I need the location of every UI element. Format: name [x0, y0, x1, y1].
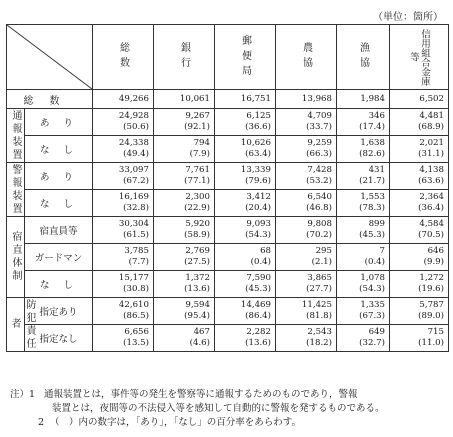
cell-value: (63.4) — [245, 149, 271, 159]
cell-value: (79.6) — [245, 176, 271, 186]
cell-value: (89.0) — [418, 311, 444, 321]
data-cell — [337, 298, 390, 325]
data-cell — [337, 109, 390, 136]
group-label-text: 警報装置 — [10, 163, 21, 216]
row-label: なし — [25, 271, 93, 298]
cell-value: 4,709 — [307, 111, 332, 121]
cell-value: (20.4) — [245, 203, 271, 213]
cell-value: 24,338 — [118, 138, 149, 148]
cell-value: (32.8) — [123, 203, 149, 213]
cell-value: (67.2) — [123, 176, 149, 186]
unit-label: （単位：箇所） — [373, 12, 443, 23]
table-row — [7, 190, 449, 217]
cell-value: (49.4) — [123, 149, 149, 159]
data-cell — [276, 190, 337, 217]
note-text: 通報装置とは，事件等の発生を警察等に通報するためのものであり，警報 — [44, 389, 358, 400]
column-header-text: 農協 — [300, 42, 312, 72]
cell-value: 33,097 — [118, 165, 149, 175]
cell-value: (36.4) — [418, 203, 444, 213]
cell-value: 295 — [315, 246, 332, 256]
cell-value: 3,865 — [307, 273, 332, 283]
data-cell — [390, 217, 449, 244]
total-row — [7, 90, 449, 109]
data-cell — [390, 244, 449, 271]
data-cell — [154, 244, 215, 271]
note-text: （ ）内の数字は，「あり」，「なし」の百分率をあらわす。 — [50, 417, 301, 428]
cell-value: (92.1) — [184, 122, 210, 132]
cell-value: 1,372 — [185, 273, 210, 283]
cell-value: 3,412 — [246, 192, 271, 202]
cell-value: 5,920 — [185, 219, 210, 229]
group-label — [7, 109, 25, 163]
cell-value: (32.7) — [359, 338, 385, 348]
cell-value: (78.3) — [359, 203, 385, 213]
cell-value: 2,769 — [185, 246, 210, 256]
cell-value: (4.6) — [189, 338, 210, 348]
table-row — [7, 244, 449, 271]
cell-value: (95.4) — [184, 311, 210, 321]
cell-value: 899 — [368, 219, 385, 229]
cell-value: (0.4) — [364, 257, 385, 267]
cell-value: 4,138 — [419, 165, 444, 175]
row-label: 宿直員等 — [25, 217, 93, 244]
cell-value: (27.5) — [184, 257, 210, 267]
group-label — [7, 163, 25, 217]
cell-value: (45.3) — [359, 230, 385, 240]
data-cell — [93, 190, 154, 217]
data-cell — [276, 244, 337, 271]
cell-value: (2.1) — [311, 257, 332, 267]
data-cell — [337, 136, 390, 163]
data-cell — [154, 190, 215, 217]
data-cell — [154, 109, 215, 136]
cell-value: 1,078 — [360, 273, 385, 283]
data-cell — [276, 109, 337, 136]
cell-value: 467 — [193, 327, 210, 337]
cell-value: (70.5) — [418, 230, 444, 240]
data-cell — [390, 271, 449, 298]
cell-value: (45.3) — [245, 284, 271, 294]
data-cell — [215, 190, 276, 217]
table-row — [7, 217, 449, 244]
note-key: 注）1 — [10, 389, 36, 400]
cell-value: (53.2) — [306, 176, 332, 186]
cell-value: (30.8) — [123, 284, 149, 294]
column-header-text: 信用組合金庫等 — [408, 28, 430, 86]
data-cell — [276, 325, 337, 352]
cell-value: 7 — [379, 246, 385, 256]
data-cell — [215, 298, 276, 325]
cell-value: (13.6) — [184, 284, 210, 294]
row-label: ガードマン — [25, 244, 93, 271]
cell-value: 2,300 — [185, 192, 210, 202]
cell-value: 431 — [368, 165, 385, 175]
cell-value: 6,656 — [124, 327, 149, 337]
data-cell — [390, 136, 449, 163]
cell-value: (86.5) — [123, 311, 149, 321]
table-row — [7, 271, 449, 298]
cell-value: (36.6) — [245, 122, 271, 132]
cell-value: 794 — [193, 138, 210, 148]
cell-value: (21.7) — [359, 176, 385, 186]
cell-value: (0.4) — [250, 257, 271, 267]
data-cell — [276, 136, 337, 163]
column-header — [390, 25, 449, 90]
row-label: あり — [25, 109, 93, 136]
cell-value: 68 — [260, 246, 271, 256]
cell-value: 2,543 — [307, 327, 332, 337]
cell-value: 715 — [427, 327, 444, 337]
column-header-text: 銀行 — [178, 42, 190, 72]
header-corner — [7, 25, 93, 90]
cell-value: 9,259 — [307, 138, 332, 148]
total-cell: 49,266 — [93, 90, 154, 109]
data-cell — [215, 136, 276, 163]
data-cell — [154, 325, 215, 352]
cell-value: (86.4) — [245, 311, 271, 321]
column-header — [276, 25, 337, 90]
cell-value: (67.3) — [359, 311, 385, 321]
table-row — [7, 109, 449, 136]
data-cell — [276, 271, 337, 298]
data-cell — [337, 271, 390, 298]
cell-value: 7,590 — [246, 273, 271, 283]
note-line — [10, 402, 385, 416]
data-cell — [154, 136, 215, 163]
cell-value: (19.6) — [418, 284, 444, 294]
cell-value: 2,282 — [246, 327, 271, 337]
column-header — [93, 25, 154, 90]
cell-value: (17.4) — [359, 122, 385, 132]
cell-value: 2,021 — [419, 138, 444, 148]
cell-value: 6,125 — [246, 111, 271, 121]
group-label-text: 宿直体制 — [10, 231, 21, 283]
cell-value: 2,364 — [419, 192, 444, 202]
cell-value: 42,610 — [118, 300, 149, 310]
cell-value: (54.3) — [245, 230, 271, 240]
cell-value: 7,428 — [307, 165, 332, 175]
cell-value: (77.1) — [184, 176, 210, 186]
data-cell — [154, 271, 215, 298]
group-label-text: 通報装置 — [10, 109, 21, 162]
cell-value: (54.3) — [359, 284, 385, 294]
row-label: なし — [25, 136, 93, 163]
data-cell — [390, 190, 449, 217]
cell-value: 14,469 — [240, 300, 271, 310]
data-cell — [154, 217, 215, 244]
data-cell — [390, 298, 449, 325]
cell-value: 6,540 — [307, 192, 332, 202]
cell-value: (63.6) — [418, 176, 444, 186]
cell-value: 13,339 — [240, 165, 271, 175]
data-cell — [93, 163, 154, 190]
note-line — [10, 388, 385, 402]
data-cell — [276, 163, 337, 190]
cell-value: 646 — [427, 246, 444, 256]
data-cell — [215, 271, 276, 298]
cell-value: 16,169 — [118, 192, 149, 202]
cell-value: (13.6) — [245, 338, 271, 348]
total-cell: 10,061 — [154, 90, 215, 109]
statistics-table — [6, 24, 449, 352]
cell-value: 9,594 — [185, 300, 210, 310]
data-cell — [276, 298, 337, 325]
cell-value: 1,553 — [360, 192, 385, 202]
table-row — [7, 136, 449, 163]
data-cell — [276, 217, 337, 244]
column-header — [215, 25, 276, 90]
cell-value: 346 — [368, 111, 385, 121]
data-cell — [215, 244, 276, 271]
note-key — [10, 402, 52, 416]
cell-value: (66.3) — [306, 149, 332, 159]
cell-value: (27.7) — [306, 284, 332, 294]
cell-value: 649 — [368, 327, 385, 337]
row-label: 指定あり — [25, 298, 93, 325]
column-header-text: 総数 — [117, 42, 129, 72]
cell-value: 1,638 — [360, 138, 385, 148]
cell-value: (7.9) — [189, 149, 210, 159]
data-cell — [93, 325, 154, 352]
column-header — [337, 25, 390, 90]
cell-value: 9,267 — [185, 111, 210, 121]
cell-value: 24,928 — [118, 111, 149, 121]
row-label: なし — [25, 190, 93, 217]
note-text: 装置とは，夜間等の不法侵入等を感知して自動的に警報を発するものである。 — [52, 403, 385, 414]
cell-value: 7,761 — [185, 165, 210, 175]
cell-value: 3,785 — [124, 246, 149, 256]
note-line — [10, 416, 385, 430]
data-cell — [337, 163, 390, 190]
cell-value: (13.5) — [123, 338, 149, 348]
row-label: あり — [25, 163, 93, 190]
data-cell — [93, 244, 154, 271]
notes — [10, 388, 385, 430]
data-cell — [215, 109, 276, 136]
cell-value: (11.0) — [418, 338, 444, 348]
cell-value: 11,425 — [301, 300, 332, 310]
cell-value: 1,335 — [360, 300, 385, 310]
cell-value: (18.2) — [306, 338, 332, 348]
data-cell — [337, 325, 390, 352]
cell-value: (68.9) — [418, 122, 444, 132]
total-cell: 1,984 — [337, 90, 390, 109]
cell-value: (22.9) — [184, 203, 210, 213]
cell-value: 15,177 — [118, 273, 149, 283]
data-cell — [215, 325, 276, 352]
cell-value: 4,481 — [419, 111, 444, 121]
cell-value: (58.9) — [184, 230, 210, 240]
group-label — [7, 217, 25, 298]
header-row — [7, 25, 449, 90]
note-key: 2 — [37, 417, 44, 428]
data-cell — [93, 136, 154, 163]
data-cell — [337, 190, 390, 217]
cell-value: 5,787 — [419, 300, 444, 310]
cell-value: 9,808 — [307, 219, 332, 229]
data-cell — [390, 163, 449, 190]
group-label — [7, 298, 35, 352]
total-cell: 16,751 — [215, 90, 276, 109]
cell-value: (70.2) — [306, 230, 332, 240]
cell-value: 30,304 — [118, 219, 149, 229]
cell-value: (31.1) — [418, 149, 444, 159]
total-cell: 6,502 — [390, 90, 449, 109]
cell-value: (81.8) — [306, 311, 332, 321]
table-row — [7, 298, 449, 325]
row-label: 指定なし — [25, 325, 93, 352]
cell-value: (9.9) — [423, 257, 444, 267]
data-cell — [93, 298, 154, 325]
data-cell — [390, 325, 449, 352]
data-cell — [93, 109, 154, 136]
data-cell — [93, 217, 154, 244]
table-row — [7, 325, 449, 352]
cell-value: (82.6) — [359, 149, 385, 159]
cell-value: 4,584 — [419, 219, 444, 229]
table-row — [7, 163, 449, 190]
group-label-text: 防犯責任者 — [9, 298, 35, 351]
total-cell: 13,968 — [276, 90, 337, 109]
column-header-text: 郵便局 — [239, 34, 251, 80]
data-cell — [93, 271, 154, 298]
data-cell — [215, 217, 276, 244]
cell-value: (7.7) — [128, 257, 149, 267]
data-cell — [215, 163, 276, 190]
data-cell — [154, 163, 215, 190]
cell-value: (61.5) — [123, 230, 149, 240]
data-cell — [390, 109, 449, 136]
data-cell — [337, 217, 390, 244]
data-cell — [337, 244, 390, 271]
cell-value: (33.7) — [306, 122, 332, 132]
column-header-text: 漁協 — [357, 42, 369, 72]
cell-value: 9,093 — [246, 219, 271, 229]
cell-value: 1,272 — [419, 273, 444, 283]
cell-value: (50.6) — [123, 122, 149, 132]
cell-value: 10,626 — [240, 138, 271, 148]
column-header — [154, 25, 215, 90]
cell-value: (46.8) — [306, 203, 332, 213]
data-cell — [154, 298, 215, 325]
total-label: 総数 — [7, 90, 93, 109]
